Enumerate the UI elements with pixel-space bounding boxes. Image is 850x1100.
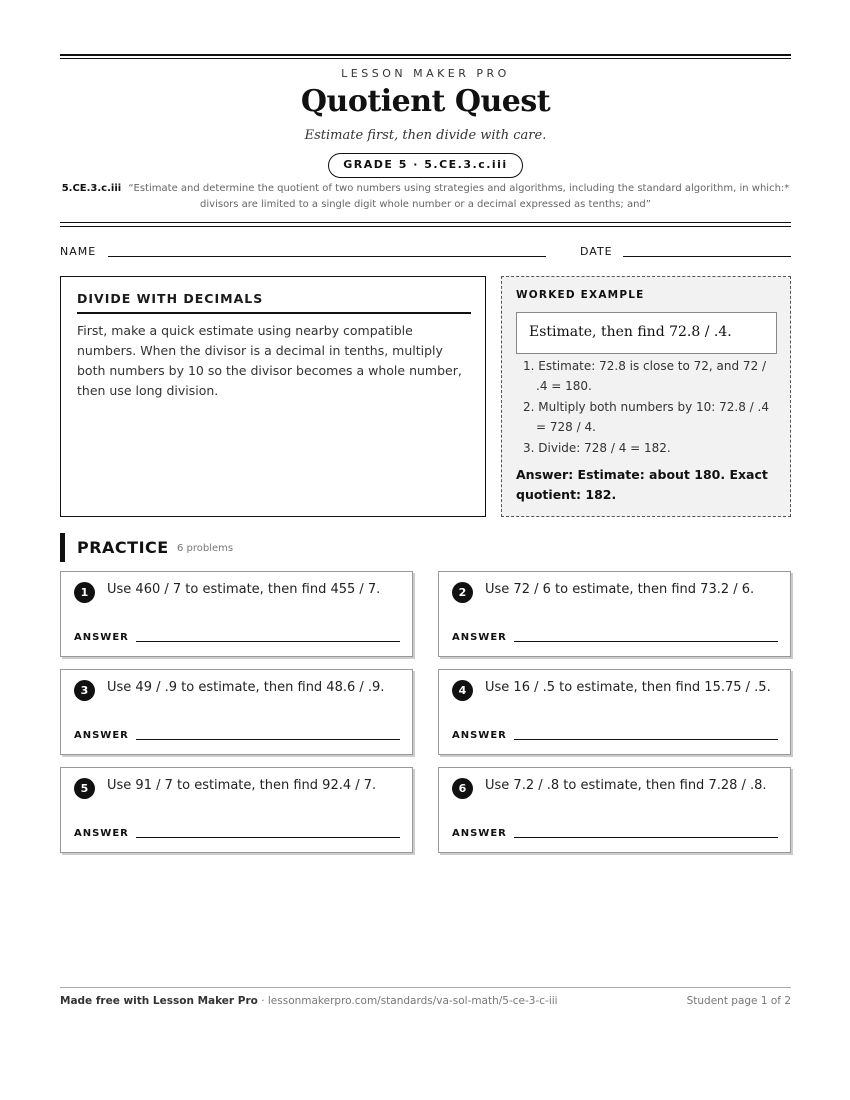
problem-prompt: Use 49 / .9 to estimate, then find 48.6 / .9. (107, 680, 385, 695)
standard-text: “Estimate and determine the quotient of two numbers using strategies and algorithms, including the standard algorithm, in which:* divisors are limited to a single digit whole number or a decimal expressed as tenths; and” (128, 183, 790, 210)
name-field[interactable] (108, 256, 546, 257)
worked-example-step: 2. Multiply both numbers by 10: 72.8 / .4 = 728 / 4. (523, 400, 769, 434)
problem-card (438, 571, 791, 657)
date-field[interactable] (623, 256, 791, 257)
worked-example-box (501, 276, 791, 517)
problem-prompt: Use 460 / 7 to estimate, then find 455 / 7. (107, 582, 381, 597)
worksheet-title: Quotient Quest (300, 84, 551, 119)
top-rule-thin (60, 58, 791, 59)
practice-accent-bar (60, 533, 65, 562)
footer-made-with: Made free with Lesson Maker Pro (60, 995, 258, 1007)
worked-example-answer: Answer: Estimate: about 180. Exact quotient: 182. (516, 467, 768, 502)
footer (60, 995, 791, 1007)
name-date-row (60, 245, 791, 261)
answer-label: ANSWER (74, 632, 129, 643)
grade-badge-wrap (60, 153, 791, 178)
practice-title: PRACTICE (77, 538, 169, 557)
answer-label: ANSWER (452, 730, 507, 741)
footer-page-note: Student page 1 of 2 (686, 995, 791, 1007)
header-rule (60, 222, 791, 223)
problem-card (438, 669, 791, 755)
concept-body: First, make a quick estimate using nearby compatible numbers. When the divisor is a decimal in tenths, multiply both numbers by 10 so the divisor becomes a whole number, then use long division. (77, 323, 462, 398)
problem-prompt: Use 16 / .5 to estimate, then find 15.75 / .5. (485, 680, 771, 695)
problem-number: 2 (452, 582, 473, 603)
answer-field[interactable] (136, 739, 400, 740)
top-rule (60, 54, 791, 56)
answer-field[interactable] (514, 837, 778, 838)
problem-prompt: Use 7.2 / .8 to estimate, then find 7.28 / .8. (485, 778, 767, 793)
answer-label: ANSWER (74, 828, 129, 839)
concept-title: DIVIDE WITH DECIMALS (77, 291, 471, 314)
name-label: NAME (60, 245, 97, 258)
answer-label: ANSWER (74, 730, 129, 741)
header-rule-second (60, 226, 791, 227)
worked-example-steps (516, 357, 778, 461)
answer-field[interactable] (136, 837, 400, 838)
problem-card (60, 669, 413, 755)
worked-example-step: 1. Estimate: 72.8 is close to 72, and 72 / .4 = 180. (523, 359, 767, 393)
brand-name: LESSON MAKER PRO (341, 67, 510, 80)
worksheet-subtitle: Estimate first, then divide with care. (304, 128, 547, 143)
answer-field[interactable] (514, 641, 778, 642)
grade-badge: GRADE 5 · 5.CE.3.c.iii (328, 153, 522, 178)
worksheet-page (60, 0, 791, 1100)
problem-number: 1 (74, 582, 95, 603)
footer-url[interactable]: · lessonmakerpro.com/standards/va-sol-math/5-ce-3-c-iii (257, 995, 558, 1007)
standard-description (60, 181, 791, 213)
problem-card (60, 767, 413, 853)
footer-rule (60, 987, 791, 988)
problem-number: 6 (452, 778, 473, 799)
worked-example-problem: Estimate, then find 72.8 / .4. (516, 312, 777, 354)
problem-card (60, 571, 413, 657)
answer-label: ANSWER (452, 632, 507, 643)
problem-prompt: Use 72 / 6 to estimate, then find 73.2 / 6. (485, 582, 755, 597)
problem-number: 5 (74, 778, 95, 799)
worked-example-label: WORKED EXAMPLE (516, 289, 645, 301)
problem-prompt: Use 91 / 7 to estimate, then find 92.4 / 7. (107, 778, 377, 793)
answer-label: ANSWER (452, 828, 507, 839)
problem-number: 3 (74, 680, 95, 701)
problem-card (438, 767, 791, 853)
answer-field[interactable] (136, 641, 400, 642)
problem-number: 4 (452, 680, 473, 701)
worked-example-step: 3. Divide: 728 / 4 = 182. (523, 441, 671, 455)
concept-box (60, 276, 486, 517)
date-label: DATE (580, 245, 613, 258)
answer-field[interactable] (514, 739, 778, 740)
practice-count: 6 problems (177, 543, 234, 554)
standard-code: 5.CE.3.c.iii (61, 183, 122, 194)
